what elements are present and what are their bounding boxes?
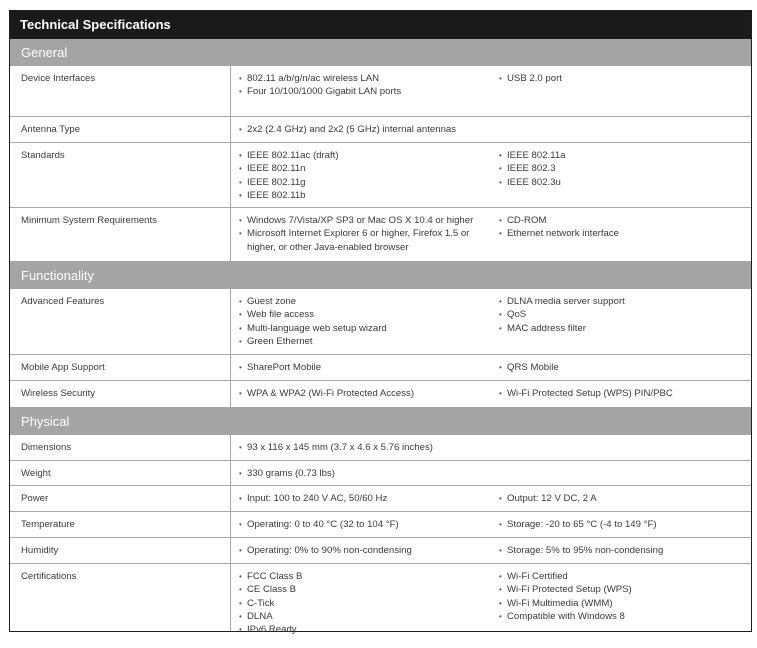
column-divider	[230, 289, 231, 354]
column-divider	[230, 381, 231, 407]
column-1	[239, 149, 497, 202]
spec-item: • Operating: 0% to 90% non-condensing	[239, 544, 497, 557]
row-label: Standards	[21, 150, 65, 161]
column-1	[239, 123, 497, 136]
column-1	[239, 441, 497, 454]
column-divider	[230, 435, 231, 460]
spec-item: • USB 2.0 port	[499, 72, 749, 85]
row-label: Minimum System Requirements	[21, 215, 157, 226]
spec-item: • IEEE 802.11a	[499, 149, 749, 162]
column-1	[239, 544, 497, 557]
column-divider	[230, 461, 231, 485]
column-divider	[230, 564, 231, 631]
column-2	[499, 72, 749, 85]
row-standards	[10, 143, 751, 208]
spec-item: • 2x2 (2.4 GHz) and 2x2 (5 GHz) internal antennas	[239, 123, 497, 136]
column-divider	[230, 143, 231, 207]
spec-item: • DLNA media server support	[499, 295, 749, 308]
column-divider	[230, 66, 231, 116]
spec-item: • Windows 7/Vista/XP SP3 or Mac OS X 10.4 or higher	[239, 214, 497, 227]
row-advanced-features	[10, 289, 751, 355]
column-2	[499, 387, 749, 400]
row-temperature	[10, 512, 751, 538]
column-divider	[230, 538, 231, 563]
spec-item: • Guest zone	[239, 295, 497, 308]
row-label: Wireless Security	[21, 388, 96, 399]
row-label: Advanced Features	[21, 296, 105, 307]
row-antenna-type	[10, 117, 751, 143]
column-2	[499, 518, 749, 531]
spec-item: • WPA & WPA2 (Wi-Fi Protected Access)	[239, 387, 497, 400]
row-label: Dimensions	[21, 442, 72, 453]
column-2	[499, 570, 749, 623]
spec-item: • SharePort Mobile	[239, 361, 497, 374]
column-1	[239, 518, 497, 531]
row-label: Mobile App Support	[21, 362, 105, 373]
row-label: Certifications	[21, 571, 77, 582]
spec-item: • CE Class B	[239, 583, 497, 596]
spec-item: • Microsoft Internet Explorer 6 or higher, Firefox 1.5 or higher, or other Java-enabled browser	[239, 227, 497, 254]
spec-item: • Four 10/100/1000 Gigabit LAN ports	[239, 85, 497, 98]
column-2	[499, 149, 749, 189]
row-dimensions	[10, 435, 751, 461]
spec-item: • Multi-language web setup wizard	[239, 322, 497, 335]
column-2	[499, 361, 749, 374]
spec-item: • 330 grams (0.73 lbs)	[239, 467, 497, 480]
spec-item: • Wi-Fi Certified	[499, 570, 749, 583]
column-1	[239, 570, 497, 636]
row-device-interfaces	[10, 66, 751, 117]
column-divider	[230, 512, 231, 537]
column-2	[499, 214, 749, 241]
row-humidity	[10, 538, 751, 564]
spec-item: • 802.11 a/b/g/n/ac wireless LAN	[239, 72, 497, 85]
row-label: Weight	[21, 468, 51, 479]
row-certifications	[10, 564, 751, 636]
row-label: Temperature	[21, 519, 75, 530]
row-power	[10, 486, 751, 512]
column-1	[239, 72, 497, 99]
spec-item: • FCC Class B	[239, 570, 497, 583]
row-label: Power	[21, 493, 49, 504]
spec-item: • DLNA	[239, 610, 497, 623]
column-1	[239, 467, 497, 480]
spec-item: • Input: 100 to 240 V AC, 50/60 Hz	[239, 492, 497, 505]
spec-item: • MAC address filter	[499, 322, 749, 335]
column-2	[499, 492, 749, 505]
spec-table	[9, 10, 752, 636]
spec-item: • Storage: -20 to 65 °C (-4 to 149 °F)	[499, 518, 749, 531]
spec-item: • Compatible with Windows 8	[499, 610, 749, 623]
row-weight	[10, 461, 751, 486]
spec-item: • Ethernet network interface	[499, 227, 749, 240]
row-label: Humidity	[21, 545, 59, 556]
column-1	[239, 295, 497, 348]
spec-item: • IEEE 802.3	[499, 162, 749, 175]
column-2	[499, 544, 749, 557]
column-1	[239, 214, 497, 254]
spec-item: • IEEE 802.3u	[499, 176, 749, 189]
column-divider	[230, 117, 231, 142]
column-divider	[230, 355, 231, 380]
row-mobile-app-support	[10, 355, 751, 381]
row-minimum-system-requirements	[10, 208, 751, 261]
row-label: Antenna Type	[21, 124, 81, 135]
row-wireless-security	[10, 381, 751, 407]
spec-item: • IEEE 802.11ac (draft)	[239, 149, 497, 162]
spec-item: • Storage: 5% to 95% non-condensing	[499, 544, 749, 557]
column-2	[499, 295, 749, 335]
spec-item: • C-Tick	[239, 597, 497, 610]
spec-title: Technical Specifications	[10, 11, 751, 39]
spec-item: • CD-ROM	[499, 214, 749, 227]
spec-item: • Wi-Fi Multimedia (WMM)	[499, 597, 749, 610]
spec-item: • Operating: 0 to 40 °C (32 to 104 °F)	[239, 518, 497, 531]
column-1	[239, 361, 497, 374]
spec-item: • IEEE 802.11g	[239, 176, 497, 189]
spec-item: • Output: 12 V DC, 2 A	[499, 492, 749, 505]
spec-item: • QRS Mobile	[499, 361, 749, 374]
section-functionality: Functionality	[10, 261, 751, 289]
spec-item: • Wi-Fi Protected Setup (WPS) PIN/PBC	[499, 387, 749, 400]
spec-item: • QoS	[499, 308, 749, 321]
spec-item: • IEEE 802.11n	[239, 162, 497, 175]
spec-item: • 93 x 116 x 145 mm (3.7 x 4.6 x 5.76 inches)	[239, 441, 497, 454]
column-1	[239, 387, 497, 400]
row-label: Device Interfaces	[21, 73, 96, 84]
section-physical: Physical	[10, 407, 751, 435]
column-divider	[230, 486, 231, 511]
spec-item: • IPv6 Ready	[239, 623, 497, 636]
column-divider	[230, 208, 231, 261]
column-1	[239, 492, 497, 505]
spec-item: • Green Ethernet	[239, 335, 497, 348]
section-general: General	[10, 39, 751, 66]
spec-item: • IEEE 802.11b	[239, 189, 497, 202]
spec-item: • Web file access	[239, 308, 497, 321]
spec-item: • Wi-Fi Protected Setup (WPS)	[499, 583, 749, 596]
